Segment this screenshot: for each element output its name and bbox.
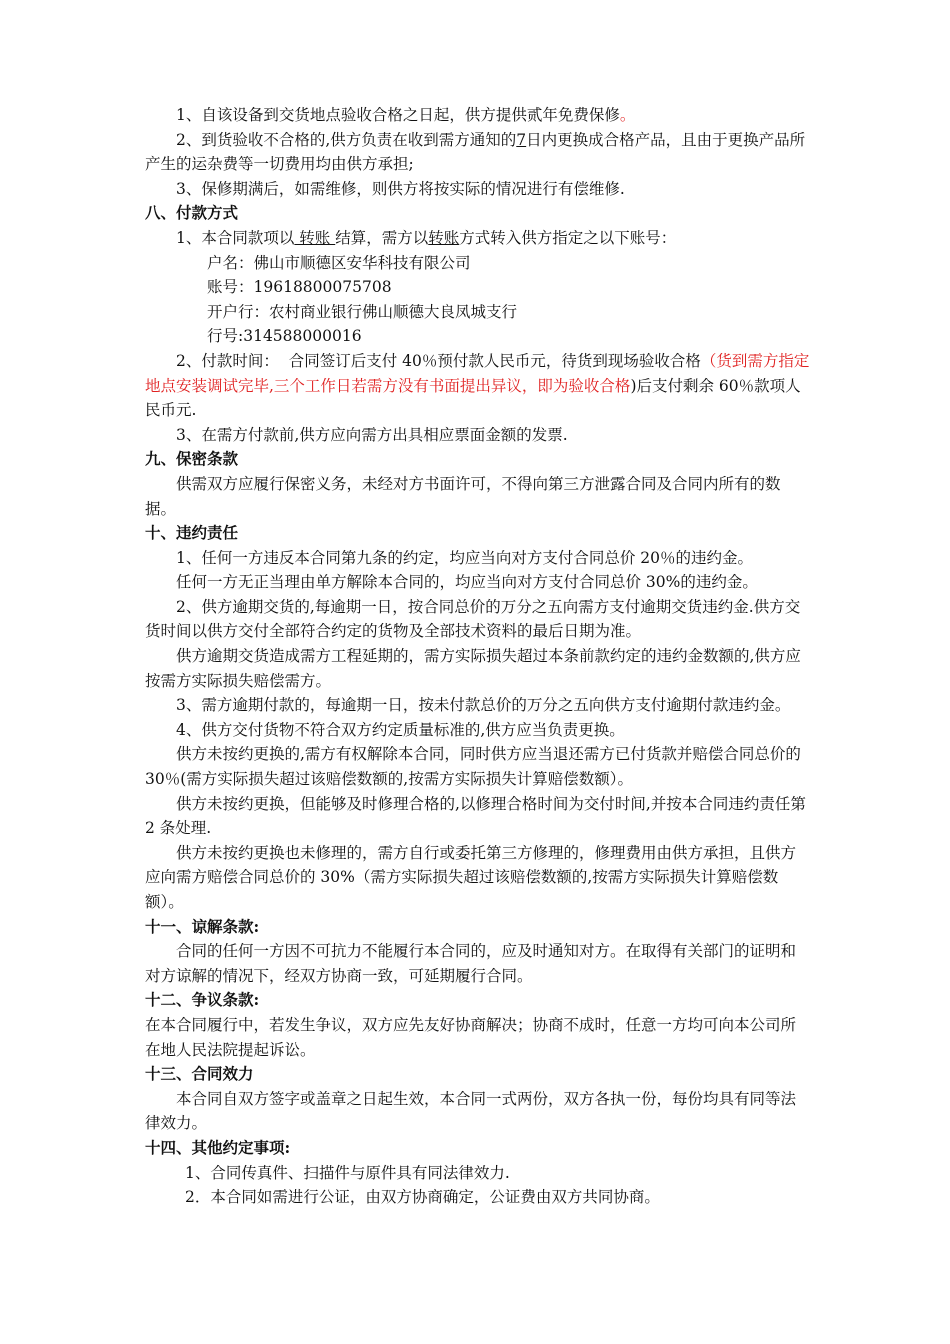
warranty-item-1 [145,103,810,128]
payment-item-2-text-b: )后支付剩余 60％款项人民币元. [145,376,801,420]
warranty-item-1-red-period: 。 [619,106,636,124]
liability-p3: 2、供方逾期交货的,每逾期一日，按合同总价的万分之五向需方支付逾期交货违约金.供方交货时间以供方交付全部符合约定的货物及全部技术资料的最后日期为准。 [145,597,801,641]
liability-p1: 1、任何一方违反本合同第九条的约定，均应当向对方支付合同总价 20％的违约金。 [176,548,754,567]
force-majeure-heading: 十一、谅解条款: [145,916,260,936]
payment-item-1-text-b: 结算，需方以 [335,228,429,247]
liability-p9: 供方未按约更换也未修理的，需方自行或委托第三方修理的，修理费用由供方承担，且供方应向需方赔偿合同总价的 30%（需方实际损失超过该赔偿数额的,按需方实际损失计算赔偿数额）。 [145,843,797,911]
force-majeure-text: 合同的任何一方因不可抗力不能履行本合同的，应及时通知对方。在取得有关部门的证明和对方谅解的情况下，经双方协商一致，可延期履行合同。 [145,942,797,985]
liability-p2: 任何一方无正当理由单方解除本合同的，均应当向对方支付合同总价 30%的违约金。 [176,573,758,592]
payment-item-3: 3、在需方付款前,供方应向需方出具相应票面金额的发票. [176,425,568,444]
payment-method-2: 转账 [428,228,460,247]
effect-text: 本合同自双方签字或盖章之日起生效，本合同一式两份，双方各执一份，每份均具有同等法律效力。 [145,1089,797,1133]
warranty-item-2 [145,128,810,177]
warranty-item-2-days: 7 [516,130,527,149]
bank-name: 开户行：农村商业银行佛山顺德大良凤城支行 [207,302,518,321]
liability-p8: 供方未按约更换，但能够及时修理合格的,以修理合格时间为交付时间,并按本合同违约责任第 2 条处理. [145,794,811,838]
payment-method: 转账 [294,228,336,247]
confidentiality-text: 供需双方应履行保密义务，未经对方书面许可，不得向第三方泄露合同及合同内所有的数据。 [145,474,781,518]
payment-item-2-text-a: 2、付款时间： 合同签订后支付 40％预付款人民币元，待货到现场验收合格 [176,351,701,370]
liability-p5: 3、需方逾期付款的，每逾期一日，按未付款总价的万分之五向供方支付逾期付款违约金。 [176,696,791,715]
other-heading: 十四、其他约定事项: [145,1137,291,1157]
confidentiality-heading: 九、保密条款 [145,449,239,469]
warranty-item-2-text-b: 日内更换成合格产品，且由于更换产品所产生的运杂费等一切费用均由供方承担; [145,130,806,174]
warranty-item-1-text: 1、自该设备到交货地点验收合格之日起，供方提供贰年免费保修 [176,106,620,124]
liability-p4: 供方逾期交货造成需方工程延期的，需方实际损失超过本条前款约定的违约金数额的,供方应按需方实际损失赔偿需方。 [145,647,801,690]
account-number: 账号：19618800075708 [207,278,392,297]
payment-item-1-text-a: 1、本合同款项以 [176,228,295,247]
account-name: 户名：佛山市顺德区安华科技有限公司 [207,253,471,272]
payment-item-1-text-c: 方式转入供方指定之以下账号： [459,228,677,247]
payment-item-2-red-note: （货到需方指定地点安装调试完毕,三个工作日若需方没有书面提出异议，即为验收合格 [145,351,810,395]
payment-heading: 八、付款方式 [145,203,239,223]
other-item-2: 2．本合同如需进行公证，由双方协商确定，公证费由双方共同协商。 [185,1188,660,1207]
liability-p6: 4、供方交付货物不符合双方约定质量标准的,供方应当负责更换。 [176,720,625,739]
payment-item-2 [145,349,810,423]
effect-heading: 十三、合同效力 [145,1064,254,1084]
warranty-item-2-text-a: 2、到货验收不合格的,供方负责在收到需方通知的 [176,130,517,149]
warranty-item-3: 3、保修期满后，如需维修，则供方将按实际的情况进行有偿维修. [176,179,625,198]
dispute-heading: 十二、争议条款: [145,990,260,1010]
liability-heading: 十、违约责任 [145,523,239,543]
contract-body [145,103,810,1210]
payment-item-1 [145,226,810,251]
other-item-1: 1、合同传真件、扫描件与原件具有同法律效力. [185,1163,510,1182]
bank-number: 行号:314588000016 [207,327,362,346]
dispute-text: 在本合同履行中，若发生争议，双方应先友好协商解决；协商不成时，任意一方均可向本公司所在地人民法院提起诉讼。 [145,1015,797,1059]
liability-p7: 供方未按约更换的,需方有权解除本合同，同时供方应当退还需方已付货款并赔偿合同总价的 30％(需方实际损失超过该赔偿数额的,按需方实际损失计算赔偿数额）。 [145,745,806,789]
